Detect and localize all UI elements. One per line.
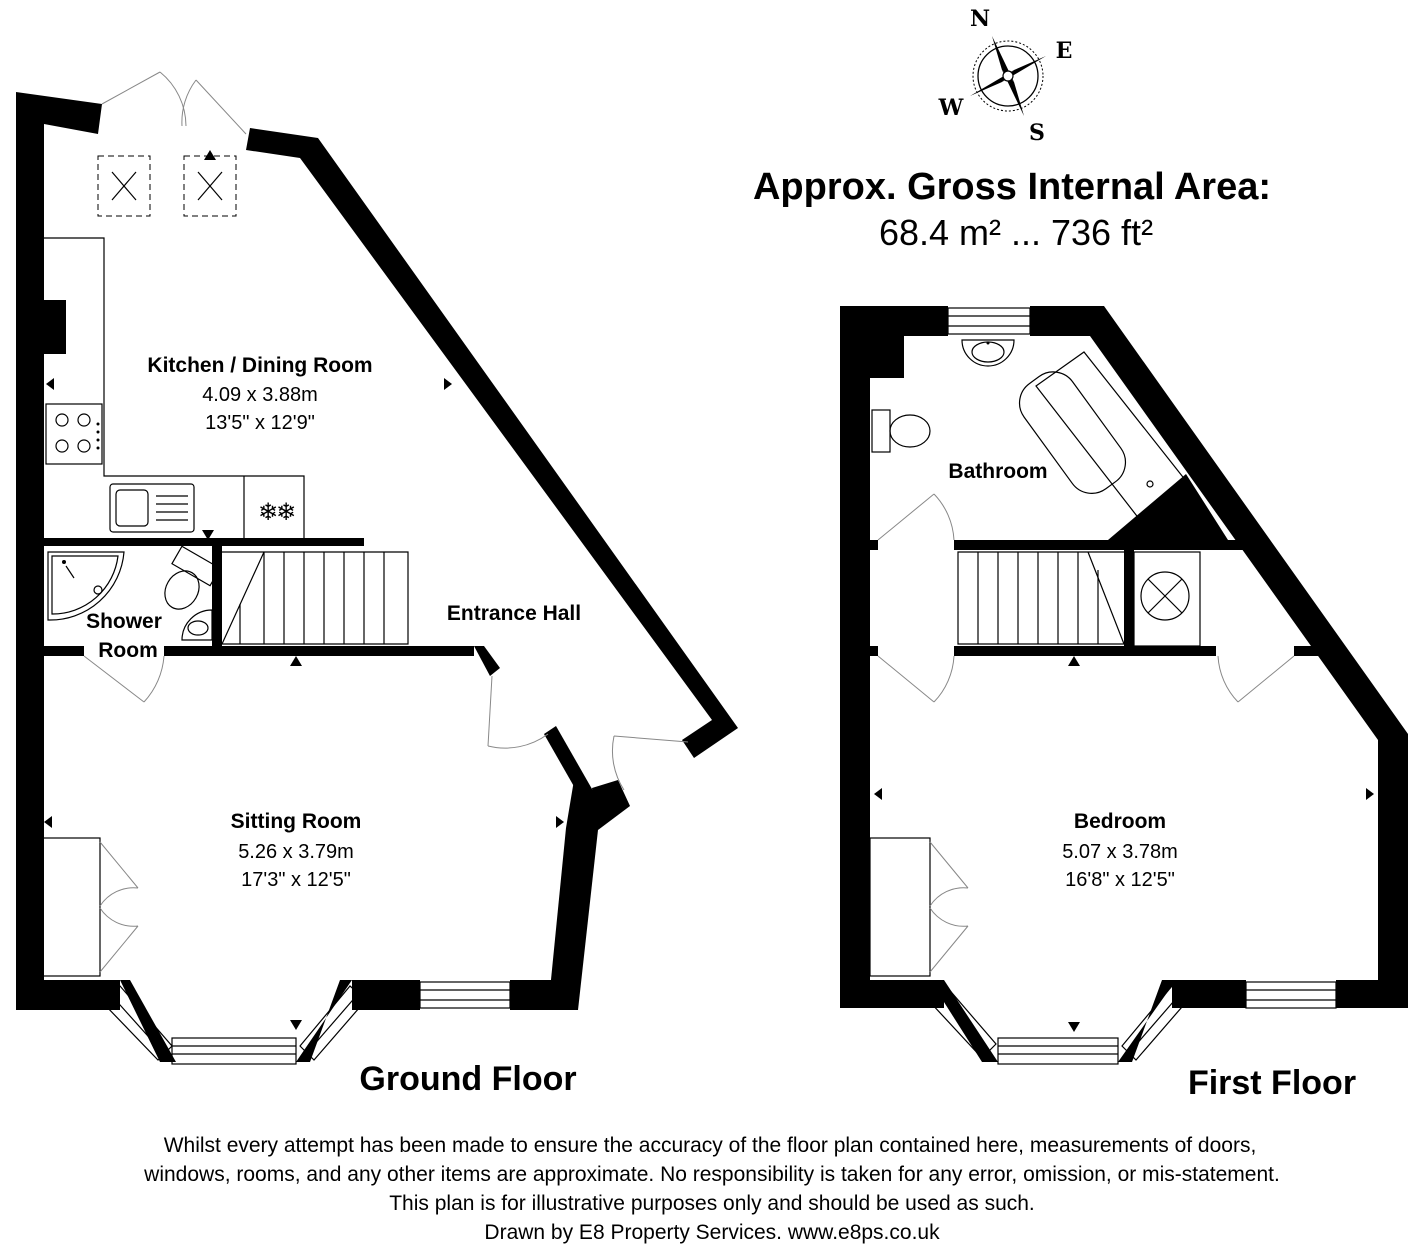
compass-south: S (1029, 120, 1045, 146)
wall (870, 646, 878, 656)
wall (592, 780, 630, 830)
wall (44, 646, 84, 656)
freezer-icon (258, 498, 296, 526)
room-label-bedroom: Bedroom (1073, 810, 1167, 833)
floor-label-ground: Ground Floor (359, 1060, 577, 1098)
room-dim-kitchen-imperial: 13'5" x 12'9" (205, 412, 315, 434)
wall (1336, 980, 1408, 1008)
skylight-icon (184, 150, 236, 216)
svg-text:❄: ❄ (276, 498, 297, 526)
wall (544, 726, 596, 804)
wall (954, 540, 1244, 550)
bay-window (172, 1038, 296, 1064)
staircase (958, 552, 1124, 644)
door-swing (84, 656, 164, 702)
wall (870, 336, 904, 378)
wall (510, 980, 578, 1010)
disclaimer-line-4: Drawn by E8 Property Services. www.e8ps.co.uk (484, 1221, 940, 1244)
disclaimer-line-2: windows, rooms, and any other items are approximate. No responsibility is taken for any error, omission, or mis-statement. (144, 1163, 1280, 1186)
area-value: 68.4 m² ... 736 ft² (878, 212, 1154, 253)
wall (548, 780, 598, 1010)
room-dim-bedroom-metric: 5.07 x 3.78m (1062, 841, 1178, 863)
room-dim-sitting-imperial: 17'3" x 12'5" (241, 869, 351, 891)
first-floor-plan (840, 306, 1408, 1102)
wall (954, 646, 1216, 656)
wall (44, 538, 364, 546)
compass-north: N (969, 6, 991, 32)
room-dim-kitchen-metric: 4.09 x 3.88m (202, 384, 318, 406)
arrow-marker (1366, 788, 1374, 800)
disclaimer (143, 1134, 1280, 1244)
compass-west: W (938, 95, 964, 121)
door-swing (878, 656, 954, 702)
window (948, 308, 1030, 334)
arrow-marker (46, 378, 54, 390)
arrow-marker (44, 816, 52, 828)
wardrobe (870, 838, 930, 976)
room-dim-sitting-metric: 5.26 x 3.79m (238, 841, 354, 863)
boiler-icon (1141, 572, 1189, 620)
wall (1030, 306, 1408, 1008)
wall (212, 546, 222, 646)
wash-basin-icon (182, 610, 212, 640)
wall (1294, 646, 1324, 656)
wall (164, 646, 474, 656)
area-title: Approx. Gross Internal Area: (752, 166, 1272, 208)
door-swing (488, 676, 548, 748)
arrow-marker (290, 1020, 302, 1030)
arrow-marker (1068, 656, 1080, 666)
hob-icon (46, 404, 102, 464)
chimney-breast (44, 300, 66, 354)
sink-icon (110, 484, 194, 532)
room-label-bathroom: Bathroom (948, 460, 1048, 483)
wardrobe (42, 838, 100, 976)
arrow-marker (1068, 1022, 1080, 1032)
svg-text:❄: ❄ (258, 498, 279, 526)
room-label-kitchen: Kitchen / Dining Room (147, 354, 373, 377)
toilet-icon (872, 410, 930, 452)
arrow-marker (556, 816, 564, 828)
wall (474, 646, 500, 676)
staircase (222, 552, 408, 644)
wash-basin-icon (962, 340, 1014, 366)
skylight-icon (98, 156, 150, 216)
door-swing (612, 736, 688, 790)
window (420, 982, 510, 1008)
arrow-marker (444, 378, 452, 390)
wall (1172, 980, 1246, 1008)
door-swing (1218, 656, 1294, 702)
wall (16, 980, 120, 1010)
compass-needle-icon (970, 36, 1046, 116)
floor-label-first: First Floor (1187, 1064, 1357, 1102)
room-label-shower-2: Room (98, 639, 158, 662)
room-label-hall: Entrance Hall (446, 602, 582, 625)
room-label-shower-1: Shower (86, 610, 162, 633)
wall (870, 540, 878, 550)
compass-east: E (1055, 38, 1073, 64)
cupboard (1134, 552, 1200, 646)
bay-window (998, 1038, 1118, 1064)
arrow-marker (290, 656, 302, 666)
wall (840, 306, 948, 336)
toilet-icon (158, 546, 220, 615)
wall (840, 980, 944, 1008)
disclaimer-line-1: Whilst every attempt has been made to ensure the accuracy of the floor plan contained here, measurements of doors, (163, 1134, 1257, 1157)
door-swing (878, 494, 954, 540)
wall (352, 980, 420, 1010)
arrow-marker (874, 788, 882, 800)
window (1246, 982, 1336, 1008)
compass-rose (938, 6, 1073, 146)
ground-floor-plan (16, 72, 738, 1098)
room-dim-bedroom-imperial: 16'8" x 12'5" (1065, 869, 1175, 891)
wall (840, 306, 870, 1008)
wall (1124, 550, 1134, 646)
disclaimer-line-3: This plan is for illustrative purposes only and should be used as such. (389, 1192, 1035, 1215)
room-label-sitting: Sitting Room (230, 810, 362, 833)
